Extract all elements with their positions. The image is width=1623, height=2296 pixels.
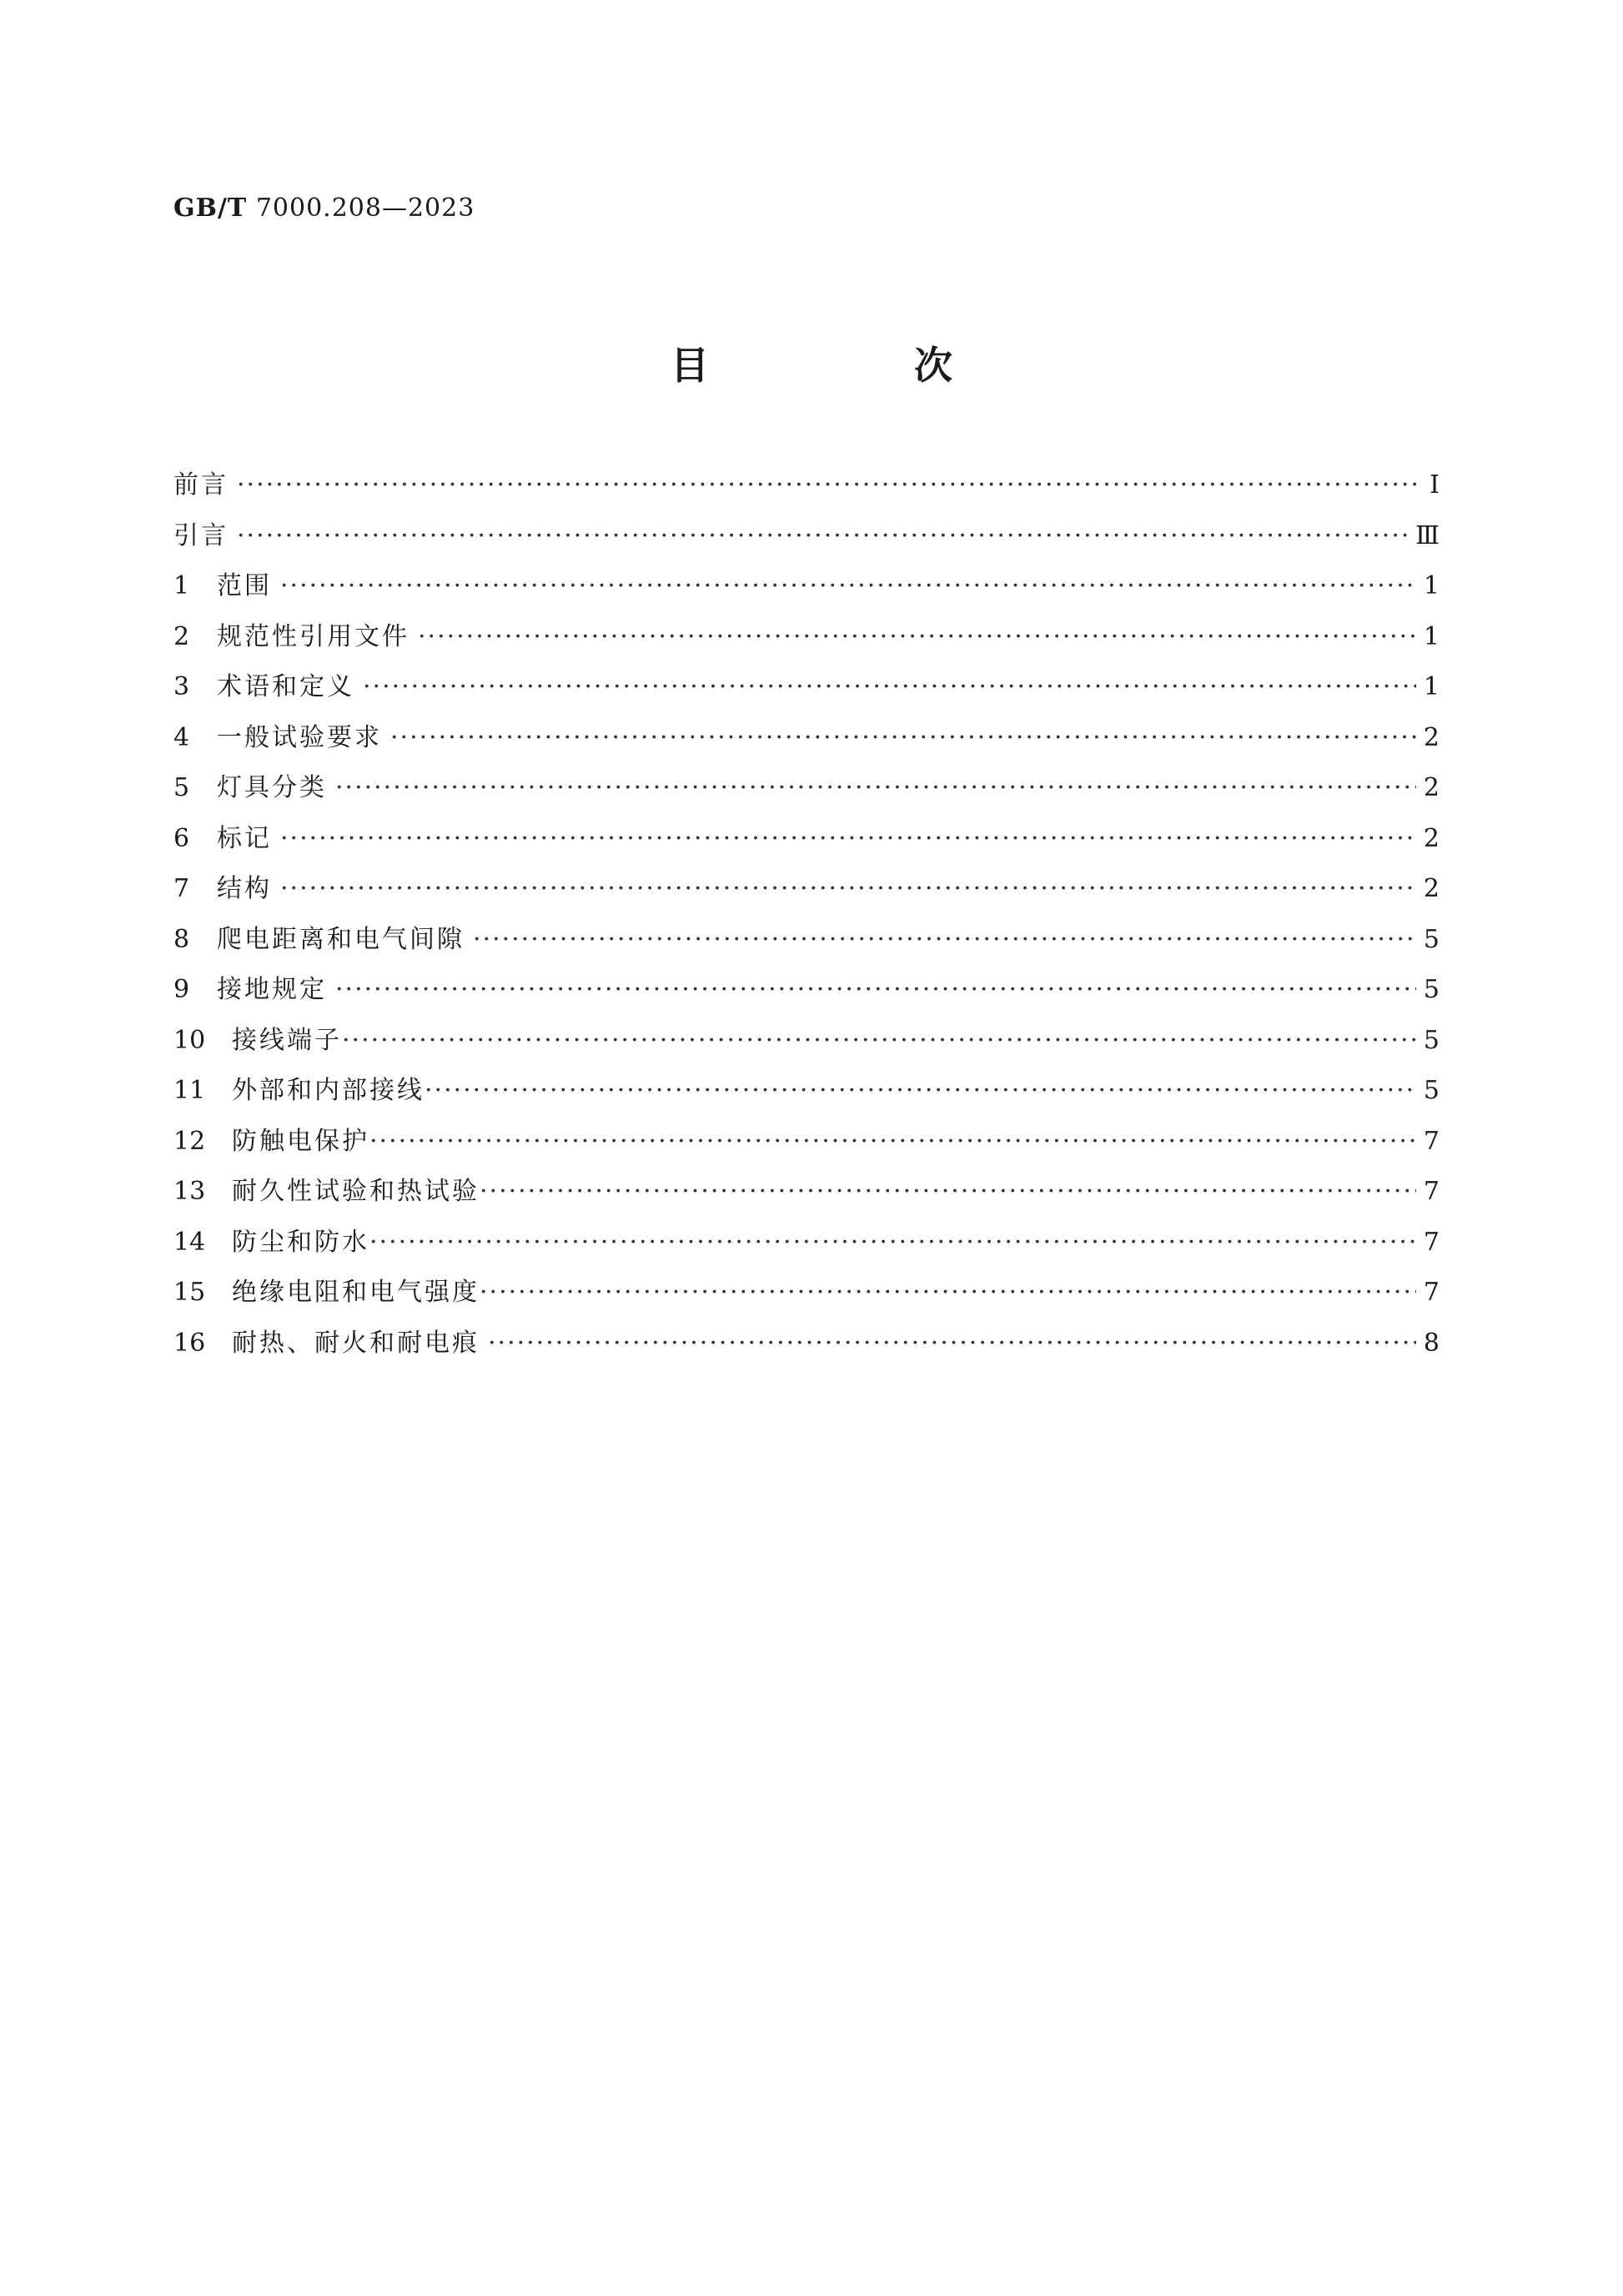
toc-entry-page: Ⅲ [1415, 520, 1440, 550]
toc-entry-title: 结构 [217, 874, 272, 903]
toc-entry-title: 前言 [173, 470, 229, 500]
toc-entry-number: 16 [173, 1328, 206, 1358]
toc-entry-page: 8 [1423, 1328, 1440, 1358]
toc-leader-dots [237, 521, 1410, 550]
toc-leader-dots [390, 723, 1416, 752]
document-code-prefix: GB/T [173, 193, 248, 223]
toc-leader-dots [280, 824, 1416, 853]
toc-entry-5[interactable] [173, 766, 1440, 817]
toc-leader-dots [480, 1278, 1416, 1307]
toc-entry-12[interactable] [173, 1120, 1440, 1171]
toc-entry-16[interactable] [173, 1322, 1440, 1373]
toc-leader-dots [369, 1228, 1416, 1257]
toc-entry-number: 14 [173, 1227, 206, 1257]
toc-entry-1[interactable] [173, 565, 1440, 615]
toc-entry-page: 2 [1423, 722, 1440, 752]
toc-entry-page: 5 [1423, 1025, 1440, 1055]
toc-entry-11[interactable] [173, 1069, 1440, 1120]
toc-entry-13[interactable] [173, 1170, 1440, 1221]
toc-entry-number: 9 [173, 975, 190, 1004]
toc-entry-title: 灯具分类 [217, 773, 327, 802]
toc-entry-page: 7 [1423, 1227, 1440, 1257]
toc-entry-14[interactable] [173, 1221, 1440, 1272]
toc-leader-dots [480, 1177, 1416, 1206]
toc-leader-dots [418, 622, 1416, 651]
toc-leader-dots [473, 925, 1416, 954]
toc-entry-title: 爬电距离和电气间隙 [217, 924, 465, 954]
toc-entry-title: 防尘和防水 [232, 1227, 369, 1257]
toc-entry-title: 范围 [217, 571, 272, 600]
toc-entry-number: 15 [173, 1278, 206, 1307]
toc-entry-number: 10 [173, 1025, 206, 1055]
toc-entry-8[interactable] [173, 918, 1440, 969]
toc-entry-introduction[interactable] [173, 515, 1440, 565]
toc-entry-title: 标记 [217, 823, 272, 853]
toc-entry-number: 2 [173, 621, 190, 651]
toc-leader-dots [280, 874, 1416, 903]
toc-leader-dots [369, 1127, 1416, 1156]
table-of-contents [173, 464, 1440, 1372]
toc-entry-6[interactable] [173, 817, 1440, 868]
toc-leader-dots [280, 571, 1416, 600]
toc-entry-10[interactable] [173, 1019, 1440, 1070]
toc-entry-number: 3 [173, 672, 190, 701]
toc-entry-title: 防触电保护 [232, 1126, 369, 1156]
toc-leader-dots [425, 1076, 1416, 1105]
toc-entry-title: 绝缘电阻和电气强度 [232, 1278, 480, 1307]
toc-entry-page: 1 [1423, 621, 1440, 651]
document-code [173, 193, 475, 223]
toc-entry-page: 2 [1423, 823, 1440, 853]
toc-entry-page: 7 [1423, 1177, 1440, 1206]
toc-entry-number: 4 [173, 722, 190, 752]
toc-leader-dots [335, 975, 1416, 1004]
toc-entry-number: 11 [173, 1076, 206, 1105]
toc-entry-number: 5 [173, 773, 190, 802]
toc-entry-page: Ⅰ [1430, 470, 1440, 500]
toc-entry-2[interactable] [173, 615, 1440, 666]
toc-entry-title: 外部和内部接线 [232, 1076, 425, 1105]
toc-entry-title: 一般试验要求 [217, 722, 382, 752]
toc-leader-dots [342, 1026, 1416, 1055]
toc-entry-4[interactable] [173, 716, 1440, 767]
toc-entry-page: 5 [1423, 1076, 1440, 1105]
toc-entry-title: 术语和定义 [217, 672, 354, 701]
toc-entry-7[interactable] [173, 867, 1440, 918]
toc-entry-title: 接线端子 [232, 1025, 342, 1055]
toc-entry-number: 12 [173, 1126, 206, 1156]
toc-entry-number: 7 [173, 874, 190, 903]
toc-entry-number: 13 [173, 1177, 206, 1206]
toc-entry-page: 2 [1423, 773, 1440, 802]
toc-entry-number: 1 [173, 571, 190, 600]
toc-entry-page: 2 [1423, 874, 1440, 903]
toc-entry-title: 耐久性试验和热试验 [232, 1177, 480, 1206]
toc-entry-title: 引言 [173, 520, 229, 550]
toc-leader-dots [488, 1329, 1416, 1358]
toc-entry-page: 7 [1423, 1126, 1440, 1156]
toc-leader-dots [335, 773, 1416, 802]
toc-leader-dots [237, 470, 1416, 500]
page-title: 目 次 [671, 343, 1036, 388]
document-code-number: 7000.208—2023 [255, 193, 475, 223]
toc-entry-page: 5 [1423, 975, 1440, 1004]
toc-entry-page: 1 [1423, 672, 1440, 701]
toc-entry-page: 5 [1423, 924, 1440, 954]
toc-entry-9[interactable] [173, 968, 1440, 1019]
toc-entry-number: 6 [173, 823, 190, 853]
toc-entry-page: 1 [1423, 571, 1440, 600]
toc-entry-page: 7 [1423, 1278, 1440, 1307]
toc-entry-title: 接地规定 [217, 975, 327, 1004]
toc-entry-foreword[interactable] [173, 464, 1440, 515]
toc-entry-15[interactable] [173, 1271, 1440, 1322]
toc-entry-title: 规范性引用文件 [217, 621, 410, 651]
toc-leader-dots [363, 672, 1416, 701]
toc-entry-number: 8 [173, 924, 190, 954]
toc-entry-title: 耐热、耐火和耐电痕 [232, 1328, 480, 1358]
toc-entry-3[interactable] [173, 666, 1440, 716]
